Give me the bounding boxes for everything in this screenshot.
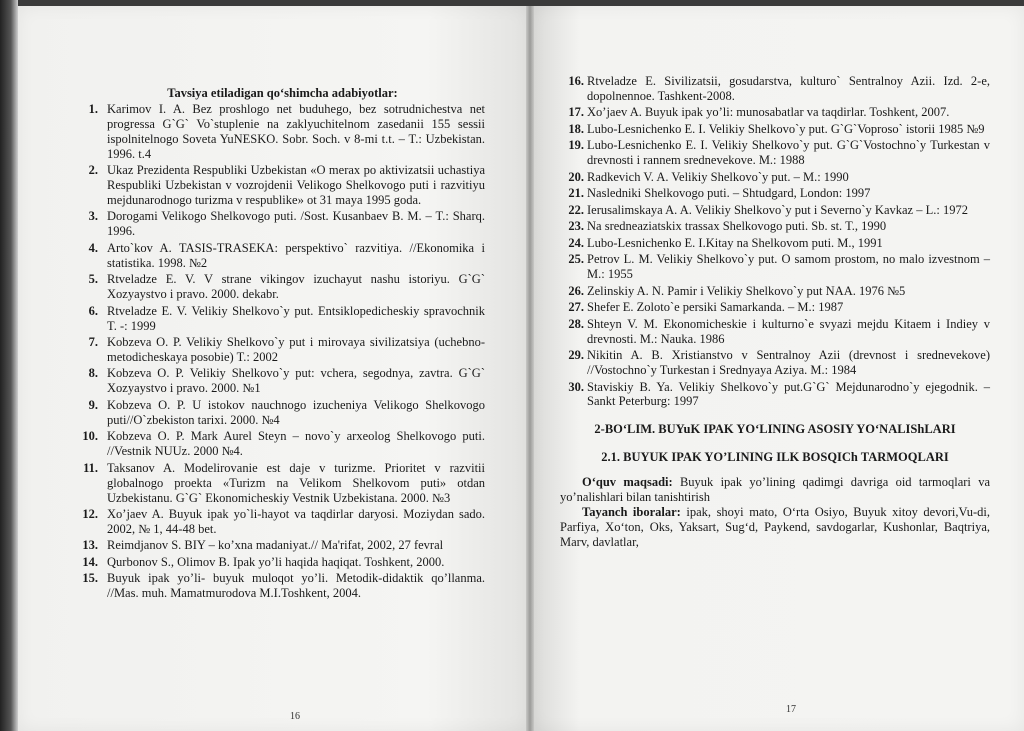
reference-number: 11. [83,460,98,475]
reference-text: Shefer E. Zoloto`e persiki Samarkanda. – M.: 1987 [587,300,844,315]
reference-item [560,348,990,378]
reference-item [560,219,990,234]
reference-number: 13. [82,538,98,553]
reference-number: 26. [568,283,584,298]
reference-item [560,317,990,347]
references-heading: Tavsiya etiladigan qo‘shimcha adabiyotlar: [167,86,398,100]
reference-text: Staviskiy B. Ya. Velikiy Shelkovo`y put.G`G` Mejdunarodno`y ejegodnik. – Sankt Peterburg: 1997 [587,379,990,409]
key-terms-text: ipak, shoyi mato, O‘rta Osiyo, Buyuk xitoy devori,Vu-di, Parfiya, Xo‘ton, Oks, Yaksart, Sug‘d, Paykend, savdogarlar, Kushonlar, Baqtriya, Marv, davlatlar, [560,505,990,549]
reference-item [80,272,485,302]
reference-item [560,252,990,282]
reference-item [560,380,990,410]
reference-number: 10. [82,429,98,444]
reference-item [80,571,485,601]
subsection-title: 2.1. BUYUK IPAK YO’LINING ILK BOSQICh TARMOQLARI [601,450,949,465]
reference-text: Shteyn V. M. Ekonomicheskie i kulturno`e svyazi mejdu Kitaem i Indiey v drevnosti. M.: Nauka. 1986 [587,316,990,346]
reference-text: Lubo-Lesnichenko E. I. Velikiy Shelkovo`y put. G`G`Vostochno`y Turkestan v drevnosti i rannem srednevekove. M.: 1988 [587,138,990,168]
reference-text: Rtveladze E. Sivilizatsii, gosudarstva, kulturo` Sentralnoy Azii. Izd. 2-e, dopolnennoe. Tashkent-2008. [587,74,990,103]
page-number-left: 16 [290,711,300,722]
reference-number: 12. [82,507,98,521]
reference-number: 16. [568,74,584,88]
book-edge [0,0,18,731]
reference-number: 29. [568,348,584,363]
reference-number: 17. [568,105,584,120]
reference-text: Buyuk ipak yo’li- buyuk muloqot yo’li. Metodik-didaktik qo’llanma. //Mas. muh. Mamatmurodova M.I.Toshkent, 2004. [107,571,485,601]
reference-item [560,284,990,299]
reference-item [80,538,485,553]
reference-text: Na srednеaziatskix trassax Shelkovogo puti. Sb. st. T., 1990 [587,219,887,234]
reference-text: Arto`kov A. TASIS-TRASEKA: perspektivo` razvitiya. //Ekonomika i statistika. 1998. №2 [107,240,485,270]
reference-number: 7. [88,335,98,350]
reference-text: Nasledniki Shelkovogo puti. – Shtudgard, London: 1997 [587,186,871,201]
book-gutter [526,6,534,731]
reference-number: 21. [568,186,584,201]
reference-item [80,209,485,239]
reference-list-left [80,102,485,601]
right-page-content [560,74,990,550]
reference-number: 3. [88,209,98,224]
reference-number: 1. [88,101,98,116]
reference-item [80,429,485,459]
reference-number: 28. [568,316,584,331]
reference-text: Lubo-Lesnichenko E. I. Velikiy Shelkovo`y put. G`G`Voproso` istorii 1985 №9 [587,121,985,136]
reference-item [80,241,485,271]
reference-text: Rtveladze E. V. Velikiy Shelkovo`y put. Entsiklopedicheskiy spravochnik T. -: 1999 [107,303,485,333]
reference-item [80,304,485,334]
reference-number: 20. [568,169,584,184]
reference-item [80,335,485,365]
reference-item [560,203,990,218]
reference-item [80,366,485,396]
reference-item [560,74,990,104]
reference-number: 15. [82,571,98,586]
reference-item [80,163,485,208]
reference-text: Kobzeva O. P. Velikiy Shelkovo`y put i mirovaya sivilizatsiya (uchebno-metodicheskaya posobie) T.: 2002 [107,335,485,364]
page-number-right: 17 [786,704,796,715]
key-terms-label: Tayanch iboralar: [582,505,681,520]
reference-item [560,170,990,185]
reference-text: Nikitin A. B. Xristianstvo v Sentralnoy Azii (drevnost i srednevekove) //Vostochno`y Turkestan i Srednyaya Aziya. M.: 1984 [587,348,990,378]
learning-objective [560,475,990,505]
reference-text: Radkevich V. A. Velikiy Shelkovo`y put. – M.: 1990 [587,169,849,184]
reference-text: Reimdjanov S. BIY – ko’xna madaniyat.// Ma'rifat, 2002, 27 fevral [107,538,444,553]
reference-item [80,555,485,570]
reference-list-right [560,74,990,409]
reference-number: 4. [88,240,98,255]
reference-number: 14. [82,554,98,569]
reference-item [560,236,990,251]
reference-item [560,138,990,168]
reference-text: Qurbonov S., Olimov B. Ipak yo’li haqida haqiqat. Toshkent, 2000. [107,554,445,569]
left-page-content [80,86,485,603]
reference-item [560,186,990,201]
reference-number: 6. [88,303,98,318]
learning-objective-label: O‘quv maqsadi: [582,475,673,490]
reference-text: Petrov L. M. Velikiy Shelkovo`y put. O samom prostom, no malo izvestnom – M.: 1955 [587,252,990,282]
reference-number: 18. [568,121,584,136]
reference-number: 23. [568,219,584,234]
reference-text: Karimov I. A. Bez proshlogo net buduhego, bez sotrudnichestva net progressa G`G` Vo`stuplenie na zaklyuchitelnom zasedanii 155 sessii ispolnitelnogo Soveta YuNESKO. Sobr. Soch. v 8-mi t.t. – T.: Uzbekistan. 1996. t.4 [107,101,485,161]
reference-text: Zelinskiy A. N. Pamir i Velikiy Shelkovo`y put NAA. 1976 №5 [587,283,906,298]
reference-number: 8. [88,366,98,381]
reference-item [560,105,990,120]
reference-number: 19. [568,138,584,153]
reference-text: Dorogami Velikogo Shelkovogo puti. /Sost. Kusanbaev B. M. – T.: Sharq. 1996. [107,209,485,239]
reference-number: 24. [568,235,584,250]
key-terms [560,505,990,550]
section-title: 2-BO‘LIM. BUYuK IPAK YO‘LINING ASOSIY YO‘NALIShLARI [594,422,956,437]
reference-text: Ukaz Prezidenta Respubliki Uzbekistan «O merax po aktivizatsii uchastiya Respubliki Uzbekistan v vozrojdenii Velikogo Shelkovogo puti i razvitiyu mejdunarodnogo turizma v respublike» ot 31 maya 1995 goda. [107,163,485,207]
reference-number: 2. [88,163,98,178]
reference-item [560,122,990,137]
reference-number: 27. [568,300,584,315]
reference-item [80,102,485,162]
reference-item [80,461,485,506]
reference-text: Lubo-Lesnichenko E. I.Kitay na Shelkovom puti. M., 1991 [587,235,883,250]
reference-item [80,507,485,537]
reference-number: 5. [88,272,98,287]
reference-number: 9. [88,397,98,412]
reference-text: Ierusalimskaya A. A. Velikiy Shelkovo`y put i Severno`y Kavkaz – L.: 1972 [587,202,968,217]
reference-number: 30. [568,379,584,394]
reference-text: Kobzeva O. P. Mark Aurel Steyn – novo`y arxeolog Shelkovogo puti. //Vestnik NUUz. 2000 №4. [107,429,485,459]
reference-number: 25. [568,252,584,267]
reference-item [560,300,990,315]
reference-item [80,398,485,428]
reference-number: 22. [568,202,584,217]
reference-text: Kobzeva O. P. U istokov nauchnogo izucheniya Velikogo Shelkovogo puti//O`zbekiston tarixi. 2000. №4 [107,397,485,427]
learning-objective-text: Buyuk ipak yo’lining qadimgi davriga oid tarmoqlari va yo’nalishlari bilan tanishtirish [560,475,990,505]
reference-text: Xo’jaev A. Buyuk ipak yo`li-hayot va taqdirlar daryosi. Moziydan sado. 2002, № 1, 44-48 bet. [107,507,485,536]
reference-text: Rtveladze E. V. V strane vikingov izuchayut nashu istoriyu. G`G` Xozyaystvo i pravo. 2000. dekabr. [107,272,485,302]
reference-text: Xo’jaev A. Buyuk ipak yo’li: munosabatlar va taqdirlar. Toshkent, 2007. [587,105,950,120]
reference-text: Taksanov A. Modelirovanie est daje v turizme. Prioritet v razvitii globalnogo proekta «Turizm na Velikom Shelkovom puti» otdan Uzbekistanu. G`G` Ekonomicheskiy Vestnik Uzbekistana. 2000. №3 [107,460,485,505]
reference-text: Kobzeva O. P. Velikiy Shelkovo`y put: vchera, segodnya, zavtra. G`G` Xozyaystvo i pravo. 2000. №1 [107,366,485,396]
